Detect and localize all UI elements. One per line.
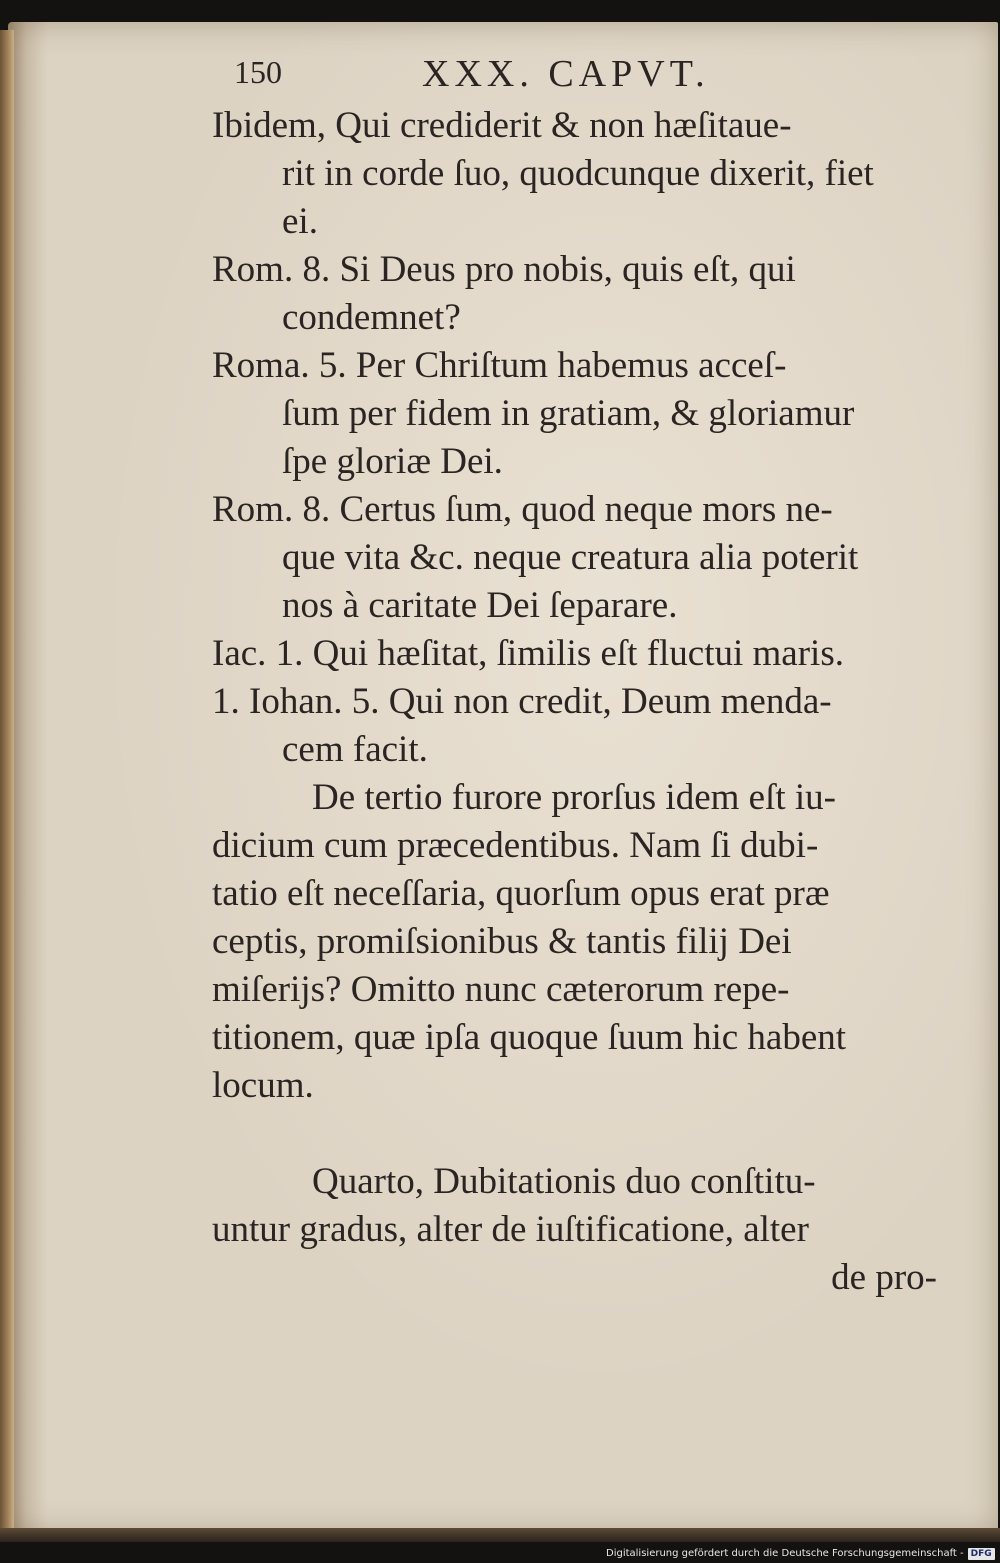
text-line: Iac. 1. Qui hæſitat, ſimilis eſt fluctui maris. (212, 633, 844, 674)
text-line: ceptis, promiſsionibus & tantis filij Dei (212, 921, 792, 962)
text-line: nos à caritate Dei ſeparare. (282, 585, 678, 626)
catchword: de pro- (831, 1257, 937, 1298)
text-line: que vita &c. neque creatura alia poterit (282, 537, 859, 578)
text-line: ei. (282, 201, 318, 242)
running-header (212, 48, 937, 102)
text-line: locum. (212, 1065, 314, 1106)
digitization-credit (606, 1546, 995, 1562)
text-line: 1. Iohan. 5. Qui non credit, Deum menda- (212, 681, 832, 722)
text-line: Ibidem, Qui crediderit & non hæſitaue- (212, 105, 792, 146)
text-line: untur gradus, alter de iuſtificatione, alter (212, 1209, 809, 1250)
text-line: De tertio furore prorſus idem eſt iu- (312, 777, 836, 818)
text-line: condemnet? (282, 297, 461, 338)
text-line: ſum per fidem in gratiam, & gloriamur (282, 393, 855, 434)
text-line: cem facit. (282, 729, 428, 770)
paragraph-gap (212, 1110, 937, 1158)
text-line: dicium cum præcedentibus. Nam ſi dubi- (212, 825, 819, 866)
page-binding-edge (0, 30, 14, 1530)
text-line: rit in corde ſuo, quodcunque dixerit, fiet (282, 153, 874, 194)
text-line: Quarto, Dubitationis duo conſtitu- (312, 1161, 816, 1202)
text-line: titionem, quæ ipſa quoque ſuum hic habent (212, 1017, 847, 1058)
credit-text: Digitalisierung gefördert durch die Deutsche Forschungsgemeinschaft - (606, 1548, 964, 1559)
page-text-block (212, 48, 937, 1302)
text-line: tatio eſt neceſſaria, quorſum opus erat præ (212, 873, 830, 914)
text-line: miſerijs? Omitto nunc cæterorum repe- (212, 969, 790, 1010)
text-line: Rom. 8. Certus ſum, quod neque mors ne- (212, 489, 833, 530)
text-line: Rom. 8. Si Deus pro nobis, quis eſt, qui (212, 249, 796, 290)
text-line: ſpe gloriæ Dei. (282, 441, 503, 482)
text-line: Roma. 5. Per Chriſtum habemus acceſ- (212, 345, 787, 386)
chapter-heading: XXX. CAPVT. (422, 53, 710, 95)
page-bottom-edge (0, 1528, 1000, 1542)
dfg-logo-icon: DFG (968, 1548, 995, 1560)
page-number: 150 (234, 54, 282, 90)
